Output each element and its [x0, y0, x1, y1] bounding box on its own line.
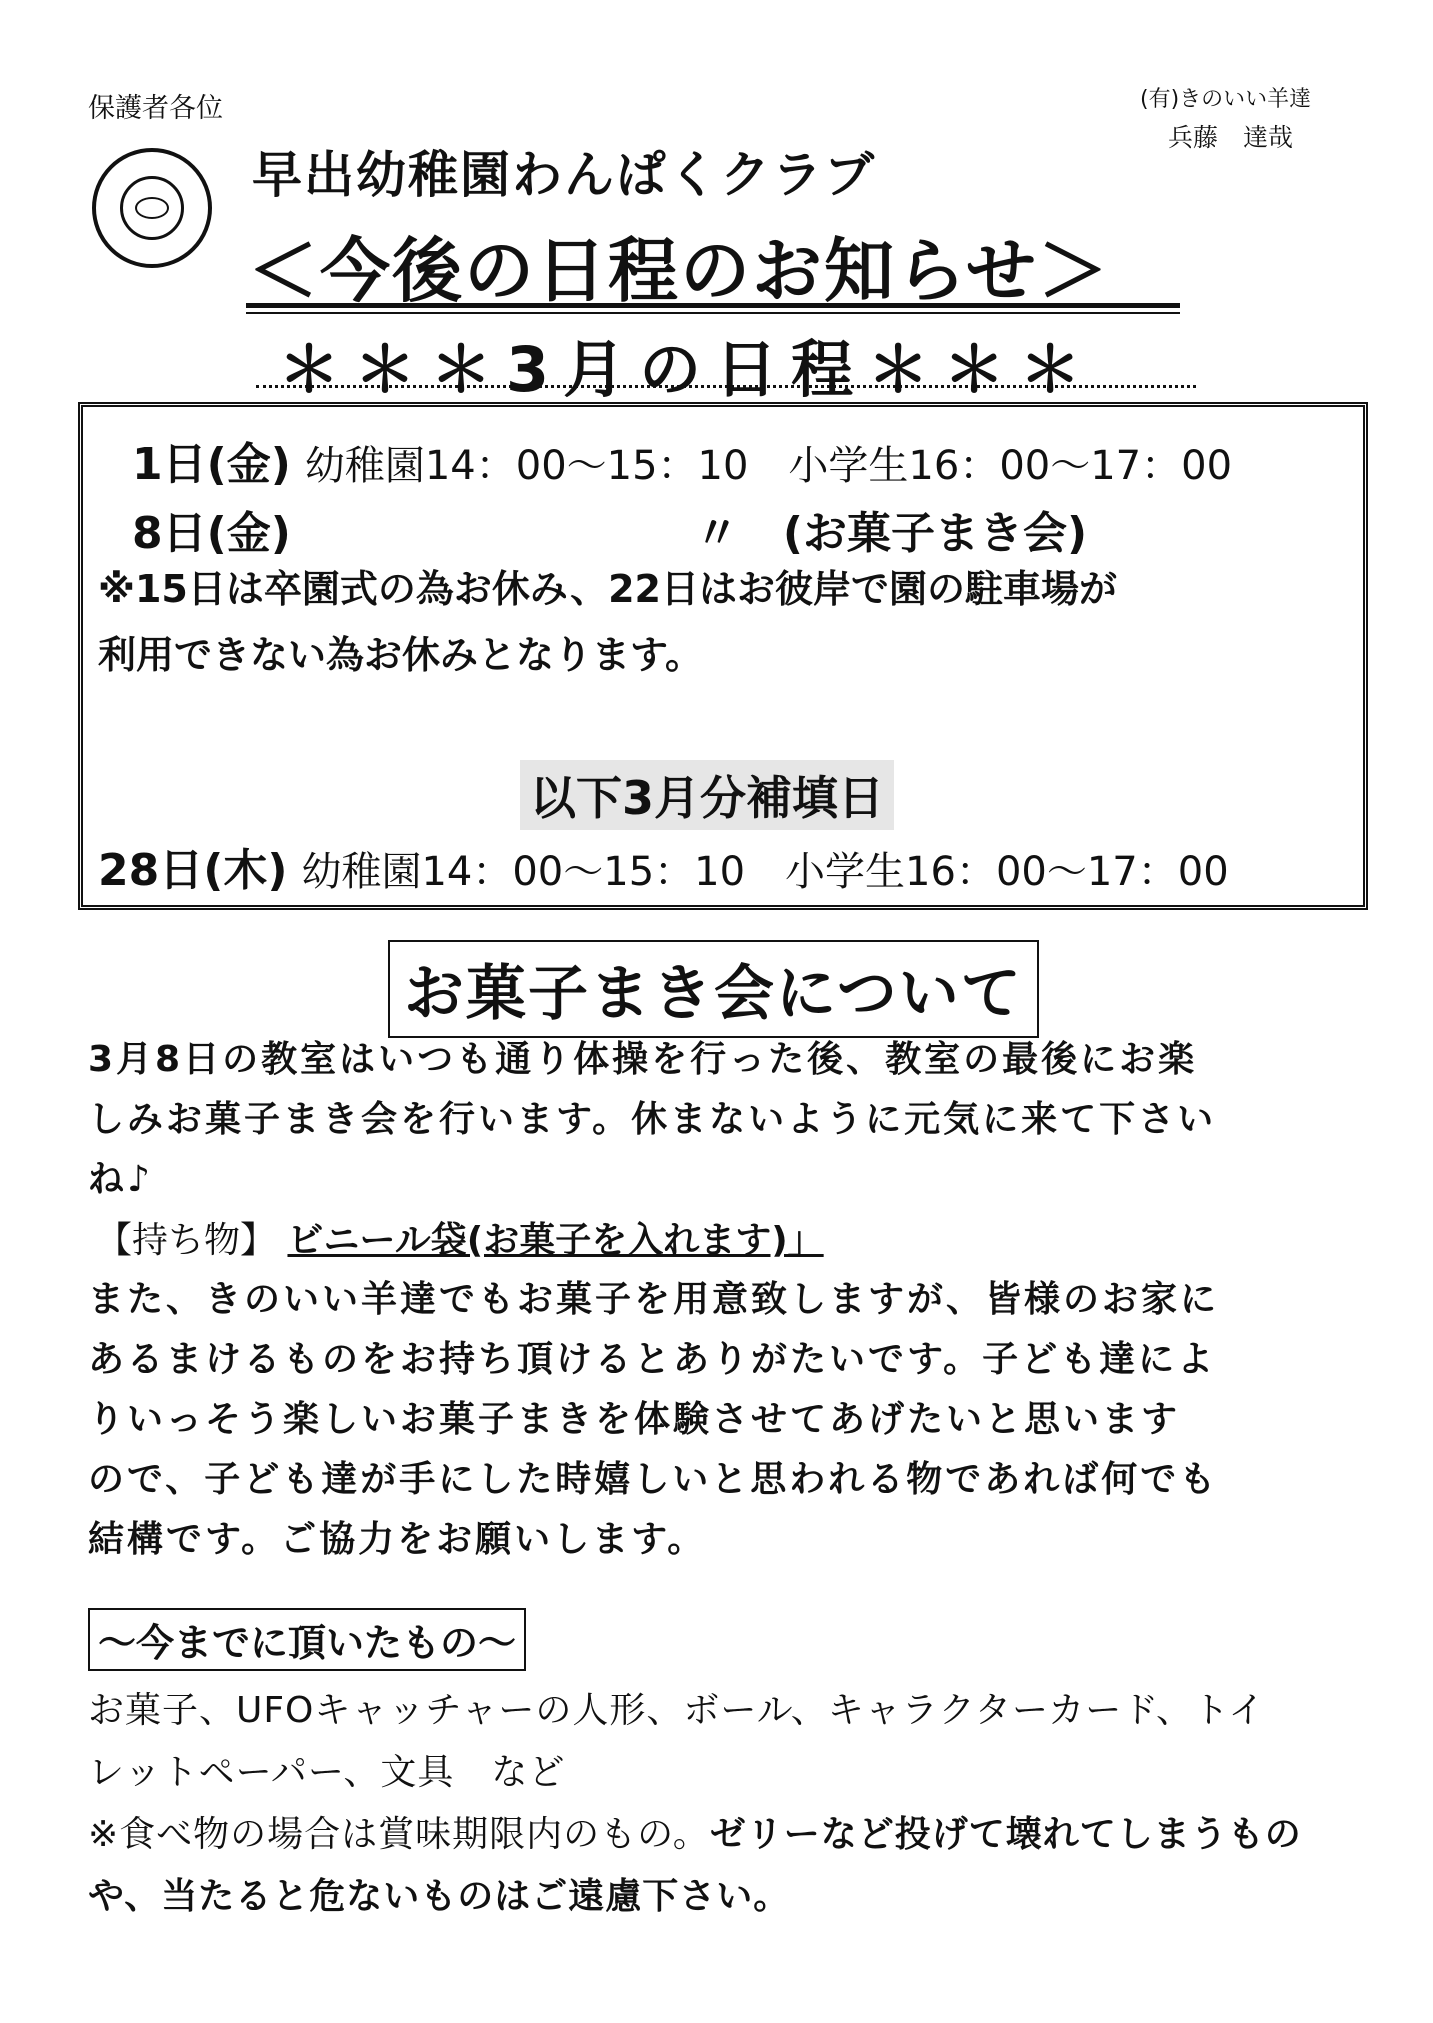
- title-underline: [246, 303, 1180, 308]
- request-line: りいっそう楽しいお菓子まきを体験させてあげたいと思います: [88, 1399, 1181, 1440]
- caution-line: [88, 1804, 1388, 1866]
- schedule-detail: 幼稚園14：00～15：10 小学生16：00～17：00: [304, 443, 1233, 489]
- items-label: 【持ち物】: [96, 1220, 277, 1261]
- received-line: レットペーパー、文具 など: [88, 1752, 566, 1793]
- addressee: 保護者各位: [88, 93, 223, 124]
- month-heading: ＊＊＊3月の日程＊＊＊: [278, 333, 1096, 406]
- request-paragraph: [88, 1270, 1388, 1570]
- event-heading: お菓子まき会について: [388, 940, 1039, 1038]
- event-line: しみお菓子まき会を行います。休まないように元気に来て下さい: [88, 1099, 1217, 1140]
- items-value: ビニール袋(お菓子を入れます)」: [287, 1220, 824, 1261]
- makeup-row: [98, 834, 1229, 898]
- request-line: また、きのいい羊達でもお菓子を用意致しますが、皆様のお家に: [88, 1279, 1220, 1320]
- request-line: あるまけるものをお持ち頂けるとありがたいです。子ども達によ: [88, 1339, 1217, 1380]
- club-title: 早出幼稚園わんぱくクラブ: [252, 146, 876, 204]
- makeup-date: 28日(木): [98, 845, 288, 896]
- page-title: ＜今後の日程のお知らせ＞: [248, 230, 1110, 312]
- received-line: お菓子、UFOキャッチャーの人形、ボール、キャラクターカード、トイ: [88, 1690, 1266, 1731]
- sheep-logo-icon: [92, 148, 212, 268]
- caution-bold-line: や、当たると危ないものはご遠慮下さい。: [88, 1876, 791, 1917]
- schedule-date: 1日(金): [132, 439, 291, 490]
- schedule-note-line: 利用できない為お休みとなります。: [98, 633, 703, 677]
- schedule-date: 8日(金): [132, 508, 291, 559]
- request-line: ので、子ども達が手にした時嬉しいと思われる物であれば何でも: [88, 1459, 1219, 1500]
- event-line: ね♪: [88, 1159, 153, 1200]
- received-items: [88, 1680, 1388, 1928]
- schedule-row: [132, 428, 1232, 492]
- items-to-bring: [96, 1212, 824, 1263]
- schedule-row: [132, 497, 1087, 561]
- schedule-note-line: ※15日は卒園式の為お休み、22日はお彼岸で園の駐車場が: [98, 567, 1117, 611]
- caution-plain: ※食べ物の場合は賞味期限内のもの。: [88, 1814, 710, 1855]
- request-line: 結構です。ご協力をお願いします。: [88, 1519, 707, 1560]
- author-name: 兵藤 達哉: [1168, 123, 1294, 152]
- event-description: [88, 1030, 1388, 1210]
- event-line: 3月8日の教室はいつも通り体操を行った後、教室の最後にお楽: [88, 1039, 1198, 1080]
- received-heading: ～今までに頂いたもの～: [88, 1608, 526, 1671]
- title-underline-thin: [246, 312, 1180, 314]
- schedule-note: [98, 556, 1358, 688]
- makeup-detail: 幼稚園14：00～15：10 小学生16：00～17：00: [301, 849, 1229, 895]
- company-name: (有)きのいい羊達: [1140, 87, 1312, 112]
- month-heading-dotted-rule: [256, 385, 1196, 388]
- caution-bold: ゼリーなど投げて壊れてしまうもの: [709, 1814, 1302, 1855]
- schedule-detail: 〃 (お菓子まき会): [694, 508, 1088, 559]
- makeup-heading: 以下3月分補填日: [520, 760, 894, 830]
